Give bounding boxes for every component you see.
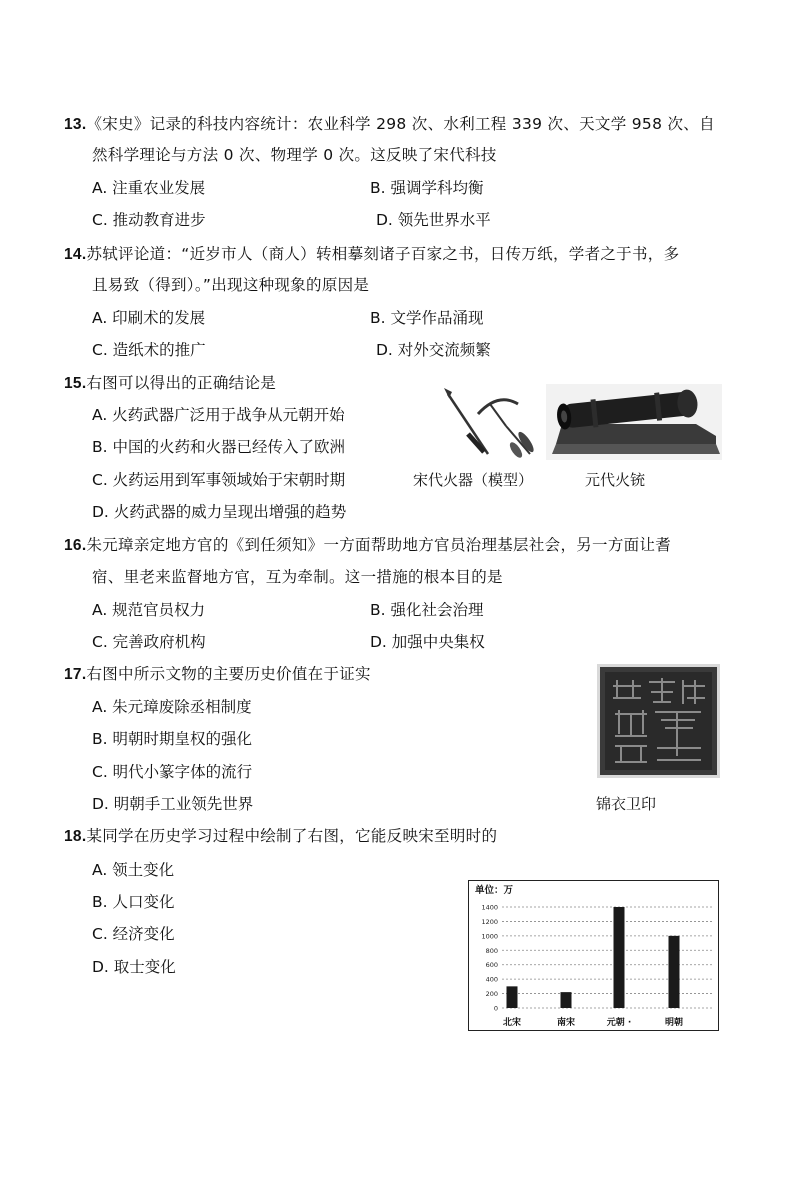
q15-stem-line1: 15.右图可以得出的正确结论是 (64, 374, 277, 392)
q14-stem-line2: 且易致（得到）。”出现这种现象的原因是 (92, 276, 370, 294)
chart-ytick-label: 1400 (481, 903, 498, 912)
q15-option-a[interactable]: A. 火药武器广泛用于战争从元朝开始 (92, 406, 345, 424)
q15-option-d[interactable]: D. 火药武器的威力呈现出增强的趋势 (92, 503, 347, 521)
chart-xtick-label: 南宋 (556, 1018, 576, 1028)
jinyiwei-seal-caption: 锦衣卫印 (596, 795, 657, 813)
q13-option-d[interactable]: D. 领先世界水平 (376, 211, 491, 229)
q18-option-b[interactable]: B. 人口变化 (92, 893, 175, 911)
q13-number: 13. (64, 116, 87, 133)
q17-stem-line1: 17.右图中所示文物的主要历史价值在于证实 (64, 665, 371, 683)
song-firearm-image (440, 384, 540, 462)
chart-xtick-label: 元朝 · (606, 1018, 632, 1028)
chart-ytick-label: 0 (493, 1004, 498, 1013)
q16-option-c[interactable]: C. 完善政府机构 (92, 633, 206, 651)
q16-stem-line1: 16.朱元璋亲定地方官的《到任须知》一方面帮助地方官员治理基层社会，另一方面让耆 (64, 536, 672, 554)
q18-number: 18. (64, 828, 87, 845)
q14-option-b[interactable]: B. 文学作品涌现 (370, 309, 484, 327)
yuan-cannon-image (546, 384, 722, 460)
chart-bar (669, 936, 680, 1008)
q13-stem-line1: 13.《宋史》记录的科技内容统计：农业科学 298 次、水利工程 339 次、天文学 958 次、自 (64, 115, 715, 133)
yuan-cannon-caption: 元代火铳 (585, 471, 646, 489)
chart-bar (507, 986, 518, 1008)
q14-option-c[interactable]: C. 造纸术的推广 (92, 341, 206, 359)
q14-option-d[interactable]: D. 对外交流频繁 (376, 341, 491, 359)
chart-xtick-label: 明朝 (664, 1018, 684, 1028)
q17-option-d[interactable]: D. 明朝手工业领先世界 (92, 795, 254, 813)
chart-ytick-label: 400 (485, 975, 498, 984)
q14-number: 14. (64, 246, 87, 263)
q18-stem-line1: 18.某同学在历史学习过程中绘制了右图，它能反映宋至明时的 (64, 827, 498, 845)
chart-ytick-label: 1000 (481, 932, 498, 941)
chart-ytick-label: 800 (485, 946, 498, 955)
q17-option-b[interactable]: B. 明朝时期皇权的强化 (92, 730, 252, 748)
q14-option-a[interactable]: A. 印刷术的发展 (92, 309, 206, 327)
q18-option-d[interactable]: D. 取士变化 (92, 958, 176, 976)
q16-option-b[interactable]: B. 强化社会治理 (370, 601, 484, 619)
jinyiwei-seal-image (597, 664, 720, 778)
q13-option-a[interactable]: A. 注重农业发展 (92, 179, 206, 197)
chart-bar (561, 992, 572, 1008)
q17-number: 17. (64, 666, 87, 683)
q13-option-b[interactable]: B. 强调学科均衡 (370, 179, 484, 197)
chart-unit-label: 单位：万 (475, 885, 514, 896)
chart-ytick-label: 200 (485, 990, 498, 999)
q15-option-b[interactable]: B. 中国的火药和火器已经传入了欧洲 (92, 438, 345, 456)
chart-xtick-label: 北宋 (502, 1018, 522, 1028)
q16-number: 16. (64, 537, 87, 554)
chart-bar (614, 907, 625, 1008)
chart-ytick-label: 1200 (481, 917, 498, 926)
q18-option-a[interactable]: A. 领土变化 (92, 861, 175, 879)
q17-option-c[interactable]: C. 明代小篆字体的流行 (92, 763, 253, 781)
q17-option-a[interactable]: A. 朱元璋废除丞相制度 (92, 698, 252, 716)
q15-option-c[interactable]: C. 火药运用到军事领域始于宋朝时期 (92, 471, 346, 489)
q18-option-c[interactable]: C. 经济变化 (92, 925, 175, 943)
q13-stem-line2: 然科学理论与方法 0 次、物理学 0 次。这反映了宋代科技 (92, 146, 497, 164)
q14-stem-line1: 14.苏轼评论道：“近岁市人（商人）转相摹刻诸子百家之书，日传万纸，学者之于书，多 (64, 245, 680, 263)
q16-option-d[interactable]: D. 加强中央集权 (370, 633, 485, 651)
song-firearm-caption: 宋代火器（模型） (413, 471, 534, 489)
q15-number: 15. (64, 375, 87, 392)
q16-stem-line2: 宿、里老来监督地方官，互为牵制。这一措施的根本目的是 (92, 568, 503, 586)
population-bar-chart (468, 880, 719, 1031)
q13-option-c[interactable]: C. 推动教育进步 (92, 211, 206, 229)
chart-ytick-label: 600 (485, 961, 498, 970)
q16-option-a[interactable]: A. 规范官员权力 (92, 601, 206, 619)
